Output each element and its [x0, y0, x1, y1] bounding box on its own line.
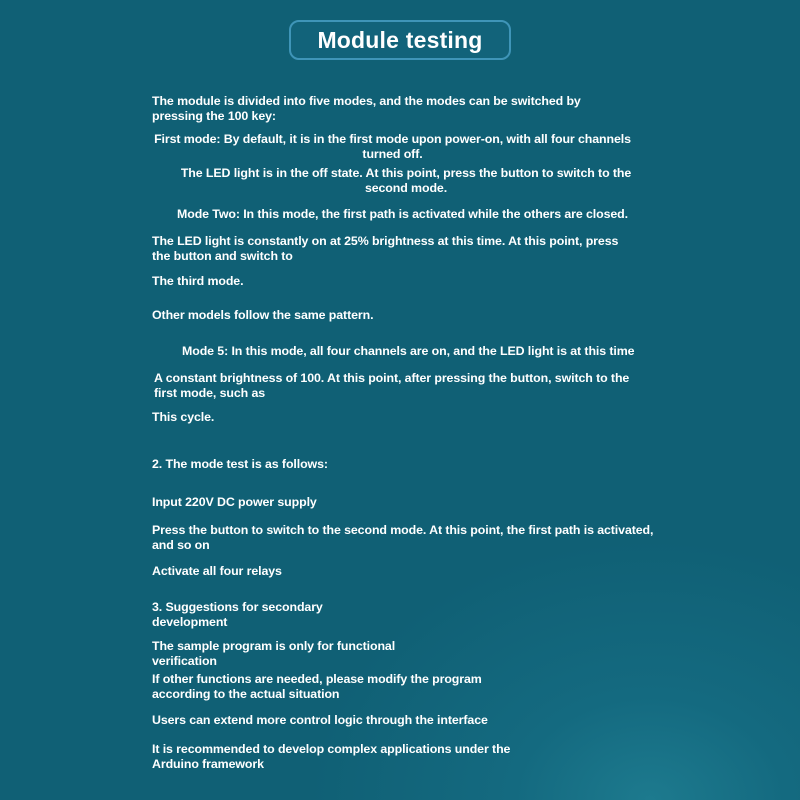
text-line: The module is divided into five modes, and the modes can be switched by — [152, 94, 581, 108]
section-heading-mode-test — [152, 457, 328, 472]
text-line: second mode. — [364, 181, 448, 195]
text-line: and so on — [152, 538, 210, 552]
section-heading-secondary-dev — [152, 600, 323, 630]
text-line: development — [152, 615, 228, 629]
text-line: first mode, such as — [154, 386, 266, 400]
text-block-constant-brightness — [154, 371, 629, 401]
text-block-press-button — [152, 523, 653, 553]
text-block-first-mode — [140, 132, 645, 162]
text-line: The third mode. — [152, 274, 244, 288]
text-block-led-25 — [152, 234, 618, 264]
text-block-cycle — [152, 410, 214, 425]
text-line: according to the actual situation — [152, 687, 340, 701]
text-block-modify-program — [152, 672, 482, 702]
text-line: The sample program is only for functional — [152, 639, 396, 653]
text-line: Mode Two: In this mode, the first path is activated while the others are closed. — [177, 207, 628, 221]
text-line: A constant brightness of 100. At this point, after pressing the button, switch to the — [154, 371, 630, 385]
text-line: First mode: By default, it is in the first mode upon power-on, with all four channels — [154, 132, 631, 146]
text-line: Users can extend more control logic through the interface — [152, 713, 488, 727]
text-line: turned off. — [362, 147, 423, 161]
text-block-mode-five — [182, 344, 634, 359]
text-line: Mode 5: In this mode, all four channels are on, and the LED light is at this time — [182, 344, 635, 358]
text-line: If other functions are needed, please modify the program — [152, 672, 482, 686]
text-line: Input 220V DC power supply — [152, 495, 317, 509]
text-line: 3. Suggestions for secondary — [152, 600, 323, 614]
text-line: pressing the 100 key: — [152, 109, 276, 123]
text-line: 2. The mode test is as follows: — [152, 457, 328, 471]
text-line: The LED light is in the off state. At this point, press the button to switch to the — [180, 166, 632, 180]
text-block-extend-logic — [152, 713, 488, 728]
text-block-mode-two — [177, 207, 628, 222]
text-block-same-pattern — [152, 308, 373, 323]
text-line: the button and switch to — [152, 249, 293, 263]
page-title: Module testing — [289, 20, 511, 60]
text-line: Press the button to switch to the second mode. At this point, the first path is activated, — [152, 523, 654, 537]
text-line: Arduino framework — [152, 757, 264, 771]
text-block-led-off — [168, 166, 644, 196]
text-line: Other models follow the same pattern. — [152, 308, 374, 322]
text-line: The LED light is constantly on at 25% brightness at this time. At this point, press — [152, 234, 619, 248]
text-line: It is recommended to develop complex applications under the — [152, 742, 511, 756]
text-block-power-input — [152, 495, 317, 510]
text-block-sample-program — [152, 639, 395, 669]
text-line: verification — [152, 654, 217, 668]
text-block-third-mode — [152, 274, 243, 289]
text-line: Activate all four relays — [152, 564, 282, 578]
text-line: This cycle. — [152, 410, 215, 424]
text-block-mode-intro — [152, 94, 581, 124]
text-block-arduino — [152, 742, 510, 772]
text-block-relays — [152, 564, 282, 579]
